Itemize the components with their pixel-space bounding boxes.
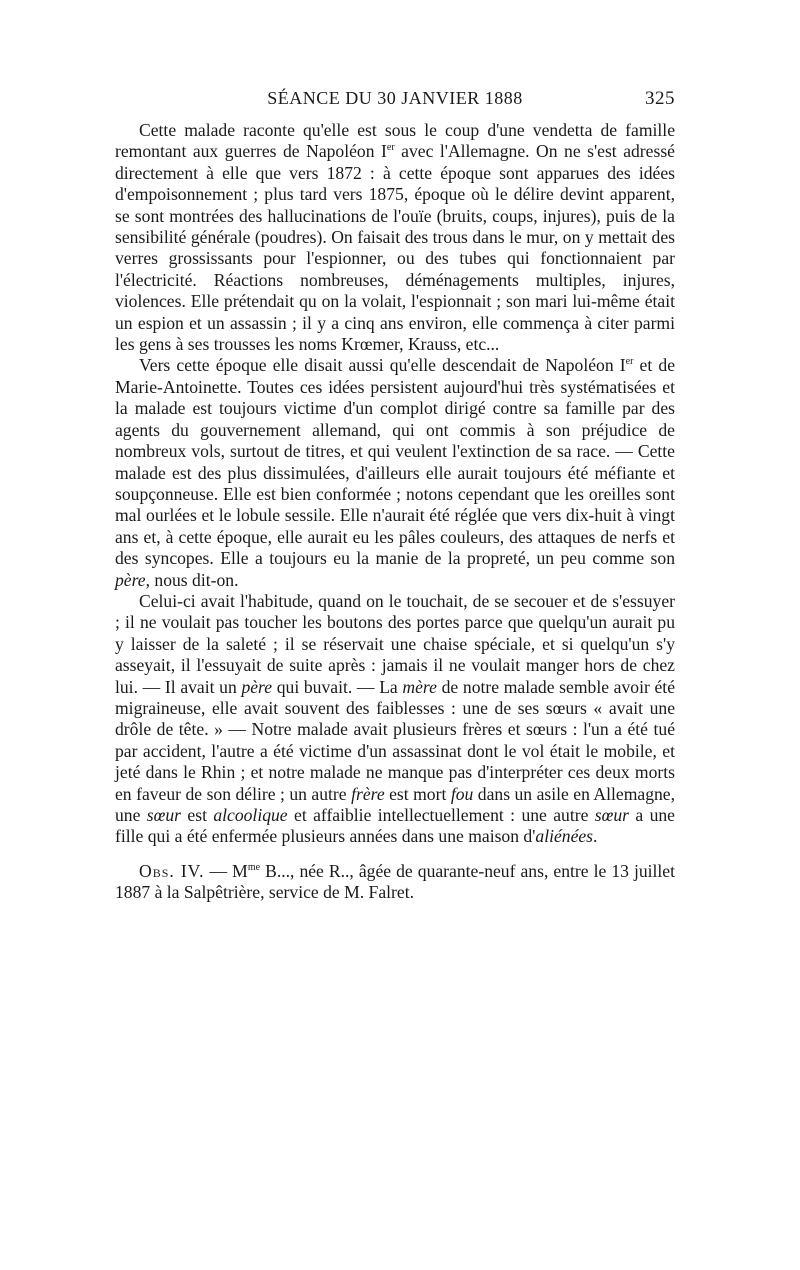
observation-label: Obs. IV. (139, 860, 205, 881)
paragraph-4-text-2: B..., née R.., âgée de quarante-neuf ans, entre le 13 juillet 1887 à la Salpêtrière, service de M. Falret. (115, 860, 675, 903)
paragraph-3-text-3: de notre malade semble avoir été migraineuse, elle avait souvent des faiblesses : une de ses sœurs « avait une drôle de tête. » — Notre malade avait plusieurs frères et sœurs : l'un a été tué par accident, l'autre a été victime d'un assassinat dont le vol était le mobile, et jeté dans le Rhin ; et notre malade ne manque pas d'interpréter ces deux morts en faveur de son délire ; un autre (115, 676, 676, 804)
paragraph-3-text-6: est (181, 805, 214, 825)
paragraph-3-text-5: dans un asile en Allemagne, une (115, 783, 675, 825)
page (115, 88, 675, 904)
paragraph-3 (115, 591, 675, 848)
paragraph-3-emphasis-3: frère (351, 783, 385, 804)
paragraph-3-text-7: et affaiblie intellectuellement : une autre (287, 805, 595, 825)
paragraph-4-text-1: — M (204, 860, 248, 881)
paragraph-1-superscript: er (386, 142, 395, 154)
paragraph-3-text-1: Celui-ci avait l'habitude, quand on le touchait, de se secouer et de s'essuyer ; il ne voulait pas toucher les boutons des portes parce que quelqu'un aurait pu y laisser de la saleté ; il se réservait une chaise spéciale, et si quelqu'un s'y asseyait, il l'essuyait de suite après : jamais il ne voulait manger hors de chez lui. — Il avait un (115, 590, 675, 697)
paragraph-3-emphasis-2: mère (402, 676, 437, 697)
paragraph-3-text-2: qui buvait. — La (272, 676, 403, 697)
paragraph-3-emphasis-1: père (241, 676, 273, 697)
paragraph-2-text-3: , nous dit-on. (145, 569, 239, 590)
body-text (115, 120, 675, 904)
paragraph-3-emphasis-6: alcoolique (213, 805, 288, 825)
paragraph-2-superscript: er (625, 356, 634, 368)
paragraph-3-emphasis-7: sœur (594, 805, 630, 825)
paragraph-4-superscript: me (247, 861, 261, 873)
page-header (115, 88, 675, 118)
page-number: 325 (645, 88, 675, 109)
paragraph-3-emphasis-4: fou (450, 783, 474, 804)
paragraph-3-emphasis-5: sœur (146, 805, 182, 825)
running-title: SÉANCE DU 30 JANVIER 1888 (267, 88, 523, 108)
paragraph-2-text-2: et de Marie-Antoinette. Toutes ces idées persistent aujourd'hui très systématisées et la malade est toujours victime d'un complot dirigé contre sa famille par des agents du gouvernement allemand, qui ont commis à son préjudice de nombreux vols, surtout de titres, et qui veulent l'extinction de sa race. — Cette malade est des plus dissimulées, d'ailleurs elle aurait toujours été méfiante et soupçonneuse. Elle est bien conformée ; notons cependant que les oreilles sont mal ourlées et le lobule sessile. Elle n'aurait été réglée que vers dix-huit à vingt ans et, à cette époque, elle aurait eu les pâles couleurs, des attaques de nerfs et des syncopes. Elle a toujours eu la manie de la propreté, un peu comme son (115, 355, 676, 569)
observation-heading-paragraph (115, 861, 675, 904)
paragraph-2 (115, 355, 675, 590)
paragraph-1 (115, 120, 675, 355)
paragraph-3-text-4: est mort (384, 783, 451, 804)
paragraph-1-text-1: Cette malade raconte qu'elle est sous le coup d'une vendetta de famille remontant aux guerres de Napoléon I (115, 120, 675, 162)
paragraph-2-text-1: Vers cette époque elle disait aussi qu'elle descendait de Napoléon I (139, 355, 626, 376)
paragraph-3-text-9: . (593, 826, 598, 847)
paragraph-3-text-8: a une fille qui a été enfermée plusieurs années dans une maison d' (115, 805, 675, 847)
paragraph-3-emphasis-8: aliénées (535, 826, 594, 847)
paragraph-1-text-2: avec l'Allemagne. On ne s'est adressé directement à elle que vers 1872 : à cette époque sont apparues des idées d'empoisonnement ; plus tard vers 1875, époque où le délire devint apparent, se sont montrées des hallucinations de l'ouïe (bruits, coups, injures), puis de la sensibilité générale (poudres). On faisait des trous dans le mur, on y mettait des verres grossissants pour l'espionner, ou des tubes qui fonctionnaient par l'électricité. Réactions nombreuses, déménagements multiples, injures, violences. Elle prétendait qu on la volait, l'espionnait ; son mari lui-même était un espion et un assassin ; il y a cinq ans environ, elle commença à citer parmi les gens à ses trousses les noms Krœmer, Krauss, etc... (115, 141, 675, 355)
paragraph-2-emphasis-1: père (115, 569, 146, 590)
